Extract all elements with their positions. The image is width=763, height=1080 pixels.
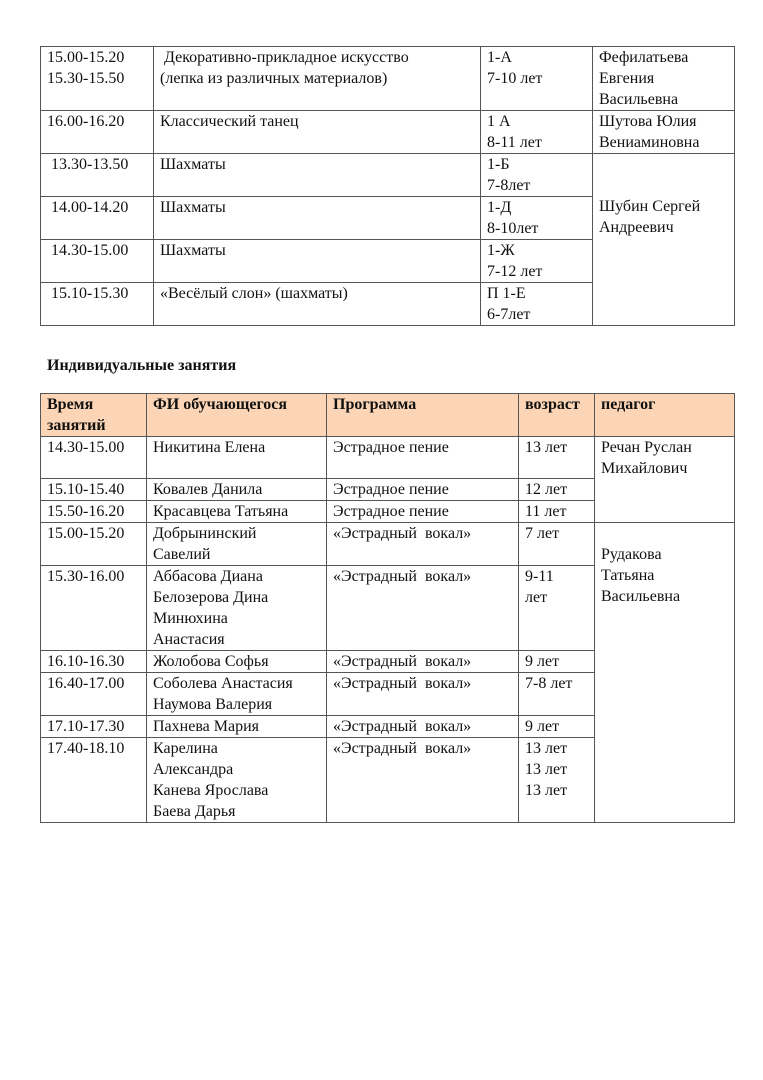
program-cell: Шахматы [154, 240, 481, 283]
age-cell: 13 лет [519, 437, 595, 479]
time-cell: 14.00-14.20 [41, 197, 154, 240]
section-heading: Индивидуальные занятия [47, 357, 237, 374]
program-cell: «Эстрадный вокал» [327, 566, 519, 651]
group-cell: 1-Ж 7-12 лет [481, 240, 593, 283]
time-cell: 16.00-16.20 [41, 111, 154, 154]
student-cell: Жолобова Софья [147, 651, 327, 673]
age-cell: 9 лет [519, 716, 595, 738]
column-header-time: Время занятий [41, 394, 147, 437]
student-cell: Никитина Елена [147, 437, 327, 479]
table-row [41, 47, 735, 111]
time-cell: 17.40-18.10 [41, 738, 147, 823]
program-cell: Эстрадное пение [327, 437, 519, 479]
time-cell: 15.00-15.20 15.30-15.50 [41, 47, 154, 111]
program-cell: «Эстрадный вокал» [327, 523, 519, 566]
student-cell: Соболева Анастасия Наумова Валерия [147, 673, 327, 716]
group-cell: 1 А 8-11 лет [481, 111, 593, 154]
program-cell: Шахматы [154, 197, 481, 240]
column-header-age: возраст [519, 394, 595, 437]
program-cell: «Эстрадный вокал» [327, 651, 519, 673]
program-cell: «Эстрадный вокал» [327, 673, 519, 716]
time-cell: 15.50-16.20 [41, 501, 147, 523]
student-cell: Ковалев Данила [147, 479, 327, 501]
teacher-cell: Рудакова Татьяна Васильевна [595, 523, 735, 823]
program-cell: «Весёлый слон» (шахматы) [154, 283, 481, 326]
time-cell: 13.30-13.50 [41, 154, 154, 197]
group-cell: 1-А 7-10 лет [481, 47, 593, 111]
program-cell: «Эстрадный вокал» [327, 716, 519, 738]
teacher-cell: Речан Руслан Михайлович [595, 437, 735, 523]
time-cell: 15.10-15.40 [41, 479, 147, 501]
student-cell: Добрынинский Савелий [147, 523, 327, 566]
time-cell: 15.30-16.00 [41, 566, 147, 651]
program-cell: Шахматы [154, 154, 481, 197]
student-cell: Карелина Александра Канева Ярослава Баева Дарья [147, 738, 327, 823]
column-header-program: Программа [327, 394, 519, 437]
program-cell: Эстрадное пение [327, 479, 519, 501]
teacher-cell: Фефилатьева Евгения Васильевна [593, 47, 735, 111]
teacher-cell: Шутова Юлия Вениаминовна [593, 111, 735, 154]
header-row [41, 394, 735, 437]
table-row [41, 111, 735, 154]
age-cell: 9 лет [519, 651, 595, 673]
group-schedule-table [40, 46, 735, 326]
age-cell: 12 лет [519, 479, 595, 501]
group-cell: 1-Д 8-10лет [481, 197, 593, 240]
table-row [41, 523, 735, 566]
student-cell: Аббасова Диана Белозерова Дина Минюхина Анастасия [147, 566, 327, 651]
time-cell: 14.30-15.00 [41, 437, 147, 479]
student-cell: Пахнева Мария [147, 716, 327, 738]
table-row [41, 154, 735, 197]
time-cell: 16.10-16.30 [41, 651, 147, 673]
column-header-student: ФИ обучающегося [147, 394, 327, 437]
age-cell: 7 лет [519, 523, 595, 566]
teacher-cell: Шубин Сергей Андреевич [593, 154, 735, 326]
age-cell: 13 лет 13 лет 13 лет [519, 738, 595, 823]
column-header-teacher: педагог [595, 394, 735, 437]
table-row [41, 437, 735, 479]
age-cell: 7-8 лет [519, 673, 595, 716]
program-cell: Классический танец [154, 111, 481, 154]
time-cell: 16.40-17.00 [41, 673, 147, 716]
program-cell: Декоративно-прикладное искусство (лепка из различных материалов) [154, 47, 481, 111]
group-cell: П 1-Е 6-7лет [481, 283, 593, 326]
individual-lessons-table [40, 393, 735, 823]
time-cell: 15.00-15.20 [41, 523, 147, 566]
program-cell: Эстрадное пение [327, 501, 519, 523]
time-cell: 15.10-15.30 [41, 283, 154, 326]
age-cell: 9-11 лет [519, 566, 595, 651]
age-cell: 11 лет [519, 501, 595, 523]
program-cell: «Эстрадный вокал» [327, 738, 519, 823]
group-cell: 1-Б 7-8лет [481, 154, 593, 197]
time-cell: 17.10-17.30 [41, 716, 147, 738]
time-cell: 14.30-15.00 [41, 240, 154, 283]
student-cell: Красавцева Татьяна [147, 501, 327, 523]
